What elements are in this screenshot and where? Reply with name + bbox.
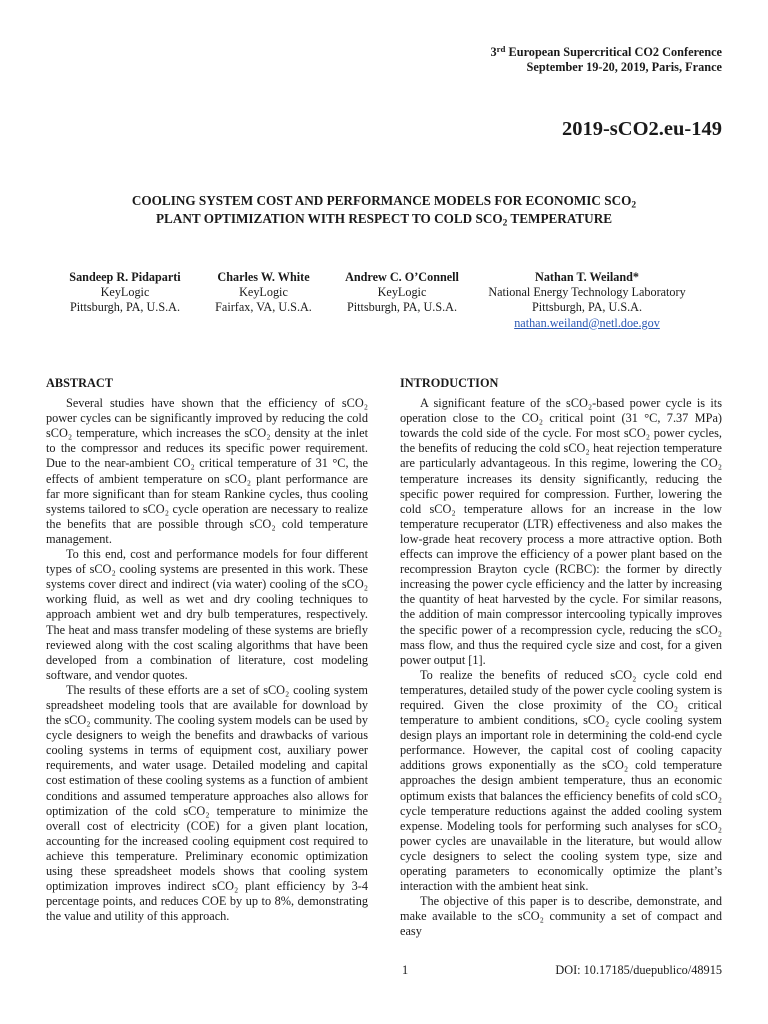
author-1: [60, 270, 190, 331]
title-line-1: COOLING SYSTEM COST AND PERFORMANCE MODELS FOR ECONOMIC $SCO_2$: [131, 193, 637, 211]
conference-header: [490, 45, 722, 75]
title-line-2: PLANT OPTIMIZATION WITH RESPECT TO COLD $SCO_2$ TEMPERATURE: [155, 210, 613, 228]
author-name: Andrew C. O’Connell: [345, 270, 459, 284]
author-2: [190, 270, 337, 331]
author-location: Pittsburgh, PA, U.S.A.: [69, 300, 181, 315]
author-location: Pittsburgh, PA, U.S.A.: [531, 300, 643, 315]
abstract-paragraph: Several studies have shown that the efficiency of sCO₂ power cycles can be significantly improved by reducing the cold sCO₂ temperature, which increases the sCO₂ density at the inlet to the compressor and reduces its specific power requirement. Due to the near-ambient CO₂ critical temperature of 31 °C, the effects of ambient temperature on sCO₂ plant performance are far more significant than for steam Rankine cycles, thus cooling systems tailored to sCO₂ cycle operation are necessary to realize the benefits that are possible through sCO₂ cold temperature management.: [46, 396, 368, 546]
author-name: Nathan T. Weiland*: [535, 270, 639, 284]
author-affiliation: KeyLogic: [239, 285, 288, 300]
author-email-link[interactable]: nathan.weiland@netl.doe.gov: [514, 315, 660, 330]
author-block: [60, 270, 720, 331]
introduction-paragraph: To realize the benefits of reduced sCO₂ cycle cold end temperatures, detailed study of the power cycle cooling system is required. Given the close proximity of the CO₂ critical temperature to ambient conditions, sCO₂ cycle cooling system design plays an important role in determining the cold-end cycle performance. However, the capital cost of cooling capacity additions grows exponentially as the sCO₂ cold temperature approaches the design ambient temperature, thus an economic optimum exists that balances the efficiency benefits of cold sCO₂ cycle temperature reductions against the added cooling system expense. Modeling tools for performing such analyses for sCO₂ power cycles are unavailable in the literature, but would allow cycle designers to select the cooling system type, size and operating parameters to economically optimize the plant’s interaction with the ambient heat sink.: [400, 667, 722, 894]
author-3: [337, 270, 467, 331]
page-number: 1: [402, 963, 409, 977]
abstract-column: [46, 376, 368, 924]
abstract-heading: ABSTRACT: [46, 376, 113, 390]
author-name: Sandeep R. Pidaparti: [69, 270, 181, 284]
page-footer: [46, 963, 722, 979]
introduction-paragraph: The objective of this paper is to describe, demonstrate, and make available to the sCO₂ community a set of compact and easy: [400, 894, 722, 939]
author-name: Charles W. White: [217, 270, 310, 284]
conference-dates: September 19-20, 2019, Paris, France: [526, 60, 722, 74]
paper-id: 2019-sCO2.eu-149: [561, 118, 722, 140]
author-location: Pittsburgh, PA, U.S.A.: [346, 300, 458, 315]
abstract-paragraph: To this end, cost and performance models for four different types of sCO₂ cooling systems are presented in this work. These systems cover direct and indirect (via water) cooling of the sCO₂ working fluid, as well as wet and dry cooling techniques to approach ambient wet and dry bulb temperatures, respectively. The heat and mass transfer modeling of these systems are briefly reviewed along with the cost scaling algorithms that have been developed from a combination of literature, cost modeling software, and vendor quotes.: [46, 547, 368, 682]
doi-text: DOI: 10.17185/duepublico/48915: [555, 963, 722, 977]
conference-name: 3rd European Supercritical CO2 Conference: [490, 44, 722, 59]
author-location: Fairfax, VA, U.S.A.: [215, 300, 312, 315]
author-4: [467, 270, 707, 331]
author-affiliation: KeyLogic: [100, 285, 150, 300]
author-affiliation: National Energy Technology Laboratory: [488, 285, 686, 300]
abstract-paragraph: The results of these efforts are a set of sCO₂ cooling system spreadsheet modeling tools that are available for download by the sCO₂ community. The cooling system models can be used by cycle designers to weigh the benefits and drawbacks of various cooling systems in terms of equipment cost, auxiliary power requirements, and water usage. Detailed modeling and capital cost estimation of these cooling systems as a function of ambient conditions and assumed temperature approaches also allows for optimization of the cold sCO₂ temperature to minimize the overall cost of electricity (COE) for a given plant location, accounting for the increased cooling equipment cost required to achieve this temperature. Preliminary economic optimization using these spreadsheet models shows that cooling system optimization improves indirect sCO₂ plant efficiency by 3-4 percentage points, and reduces COE by up to 8%, demonstrating the value and utility of this approach.: [46, 682, 368, 924]
introduction-column: [400, 376, 722, 939]
author-affiliation: KeyLogic: [377, 285, 427, 300]
introduction-heading: INTRODUCTION: [400, 376, 499, 390]
introduction-paragraph: A significant feature of the sCO₂-based power cycle is its operation close to the CO₂ critical point (31 °C, 7.37 MPa) towards the cold side of the cycle. For most sCO₂ power cycles, the benefits of reducing the cold sCO₂ heat rejection temperature are particularly advantageous. In this regime, lowering the CO₂ temperature increases its density significantly, reducing the specific power required for compression. Further, lowering the cold sCO₂ temperature allows for an increase in the low temperature recuperator (LTR) effectiveness and also makes the low-grade heat recovery process a more attractive option. Both effects can improve the efficiency of a power plant based on the recompression Brayton cycle (RCBC): the former by directly increasing the power cycle efficiency and the latter by increasing the quantity of heat harvested by the cycle. For similar reasons, the addition of main compressor intercooling typically improves the specific power of a recompression cycle, reducing the sCO₂ mass flow, and thus the required cycle size and cost, for a given power output [1].: [400, 396, 722, 667]
paper-title: [46, 192, 722, 227]
